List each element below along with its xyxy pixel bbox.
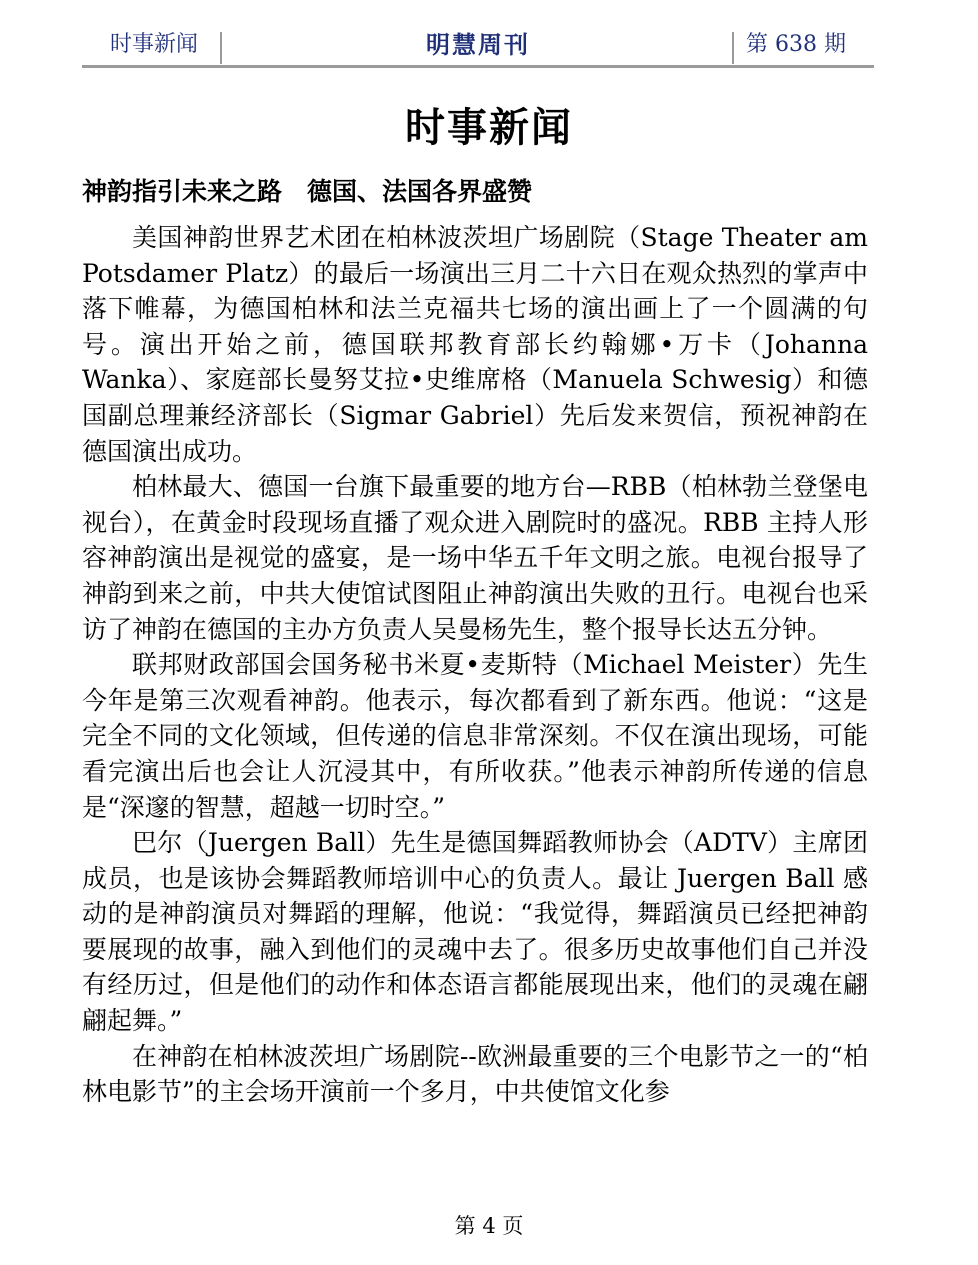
article-paragraph: 在神韵在柏林波茨坦广场剧院--欧洲最重要的三个电影节之一的“柏林电影节”的主会场开演前一个多月，中共使馆文化参 — [82, 1041, 868, 1107]
issue-number: 第 638 期 — [746, 32, 846, 57]
section-label: 时事新闻 — [110, 32, 199, 57]
article-paragraph: 柏林最大、德国一台旗下最重要的地方台—RBB（柏林勃兰登堡电视台），在黄金时段现场直播了观众进入剧院时的盛况。RBB 主持人形容神韵演出是视觉的盛宴，是一场中华五千年文明之旅。电视台报导了神韵到来之前，中共大使馆试图阻止神韵演出失败的丑行。电视台也采访了神韵在德国的主办方负责人吴曼杨先生，整个报导长达五分钟。 — [82, 472, 868, 644]
page-title: 时事新闻 — [405, 104, 573, 151]
header-rule — [82, 65, 874, 68]
masthead-title: 明慧周刊 — [426, 30, 530, 59]
article-body — [82, 220, 868, 1110]
article-paragraph: 巴尔（Juergen Ball）先生是德国舞蹈教师协会（ADTV）主席团成员，也是该协会舞蹈教师培训中心的负责人。最让 Juergen Ball 感动的是神韵演员对舞蹈的理解，他说：“我觉得，舞蹈演员已经把神韵要展现的故事，融入到他们的灵魂中去了。很多历史故事他们自己并没有经历过，但是他们的动作和体态语言都能展现出来，他们的灵魂在翩翩起舞。” — [82, 828, 868, 1036]
page-header — [82, 26, 874, 66]
article-paragraph: 美国神韵世界艺术团在柏林波茨坦广场剧院（Stage Theater am Potsdamer Platz）的最后一场演出三月二十六日在观众热烈的掌声中落下帷幕，为德国柏林和法兰克福共七场的演出画上了一个圆满的句号。演出开始之前，德国联邦教育部长约翰娜•万卡（Johanna Wanka）、家庭部长曼努艾拉•史维席格（Manuela Schwesig）和德国副总理兼经济部长（Sigmar Gabriel）先后发来贺信，预祝神韵在德国演出成功。 — [82, 223, 868, 466]
article-headline: 神韵指引未来之路 德国、法国各界盛赞 — [82, 177, 533, 206]
page-number: 第 4 页 — [454, 1214, 524, 1238]
header-divider-right — [732, 32, 734, 64]
article-paragraph: 联邦财政部国会国务秘书米夏•麦斯特（Michael Meister）先生今年是第三次观看神韵。他表示，每次都看到了新东西。他说：“这是完全不同的文化领域，但传递的信息非常深刻。不仅在演出现场，可能看完演出后也会让人沉浸其中，有所收获。”他表示神韵所传递的信息是“深邃的智慧，超越一切时空。” — [82, 650, 868, 822]
